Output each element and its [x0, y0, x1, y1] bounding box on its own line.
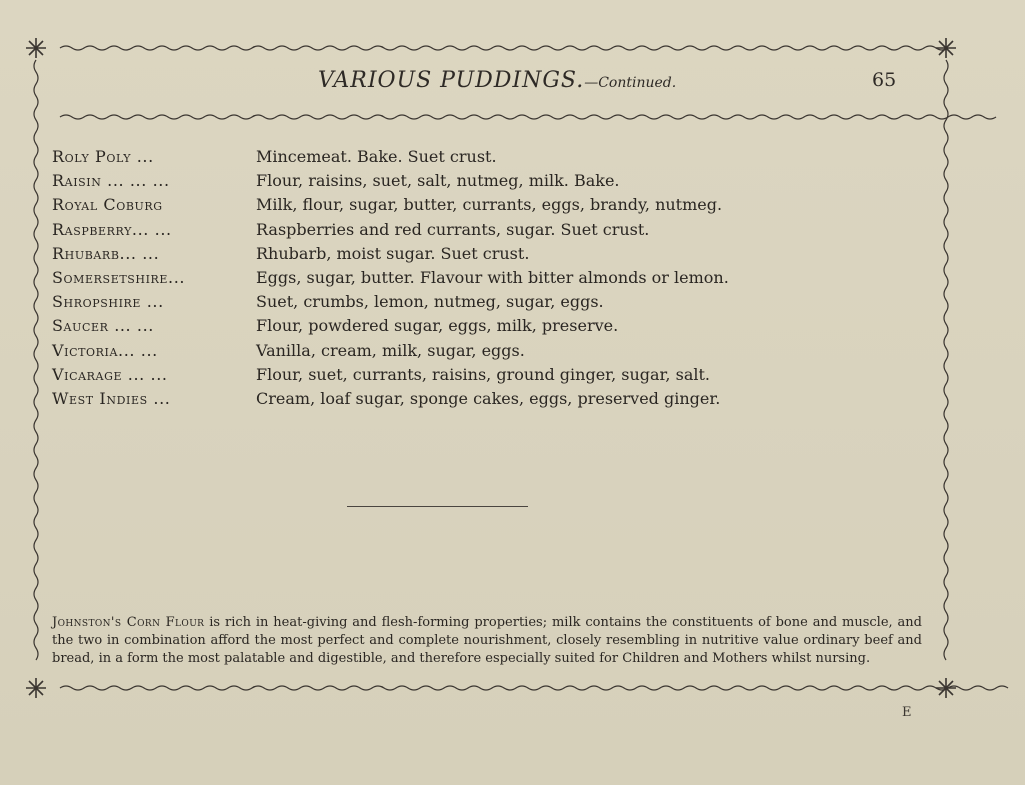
page-title-main: VARIOUS PUDDINGS.: [318, 68, 585, 93]
recipe-row: [52, 193, 932, 217]
page-header: [0, 68, 1025, 98]
recipe-name: Vicarage ... ...: [52, 364, 168, 384]
recipe-name: Royal Coburg: [52, 195, 163, 215]
recipe-row: [52, 290, 932, 314]
recipe-name: Raspberry... ...: [52, 219, 172, 239]
page-number: 65: [872, 69, 897, 91]
recipe-name: Rhubarb... ...: [52, 243, 160, 263]
printer-signature-mark: E: [902, 705, 912, 720]
recipe-ingredients: Flour, suet, currants, raisins, ground ginger, sugar, salt.: [256, 364, 710, 384]
top-wavy-rule: [60, 46, 948, 50]
recipe-ingredients: Vanilla, cream, milk, sugar, eggs.: [256, 340, 525, 360]
recipe-ingredients: Mincemeat. Bake. Suet crust.: [256, 147, 497, 166]
recipe-name: West Indies ...: [52, 388, 171, 408]
corner-ornament-top-left: [26, 38, 46, 58]
corner-ornament-bottom-right: [936, 678, 956, 698]
section-divider: [347, 506, 528, 507]
recipe-row: [52, 266, 932, 290]
corner-ornament-bottom-left: [26, 678, 46, 698]
recipe-row: [52, 218, 932, 242]
recipe-name: Victoria... ...: [52, 340, 158, 360]
bottom-wavy-rule: [60, 686, 1008, 690]
recipe-name: Somersetshire...: [52, 267, 186, 287]
recipe-ingredients: Rhubarb, moist sugar. Suet crust.: [256, 243, 530, 263]
recipe-row: [52, 339, 932, 363]
recipe-name: Saucer ... ...: [52, 316, 154, 336]
header-wavy-rule: [60, 115, 996, 119]
page-title-continued: —Continued.: [584, 75, 677, 91]
recipe-ingredients: Flour, raisins, suet, salt, nutmeg, milk. Bake.: [256, 171, 620, 191]
recipe-row: [52, 169, 932, 193]
recipe-name: Shropshire ...: [52, 292, 164, 312]
advertisement-paragraph: [52, 614, 922, 668]
recipe-ingredients: Flour, powdered sugar, eggs, milk, preserve.: [256, 316, 619, 336]
recipe-name: Roly Poly ...: [52, 147, 154, 166]
corner-ornament-top-right: [936, 38, 956, 58]
recipe-ingredients: Eggs, sugar, butter. Flavour with bitter almonds or lemon.: [256, 267, 729, 287]
page-title: [318, 68, 676, 93]
recipe-name: Raisin ... ... ...: [52, 171, 170, 191]
recipe-row: [52, 363, 932, 387]
left-wavy-rule: [34, 60, 38, 660]
recipe-ingredients: Milk, flour, sugar, butter, currants, eggs, brandy, nutmeg.: [256, 195, 723, 215]
recipe-row: [52, 145, 932, 169]
recipe-ingredients: Suet, crumbs, lemon, nutmeg, sugar, eggs.: [256, 292, 604, 312]
recipe-row: [52, 314, 932, 338]
recipe-ingredients: Cream, loaf sugar, sponge cakes, eggs, preserved ginger.: [256, 388, 721, 408]
recipe-row: [52, 242, 932, 266]
right-wavy-rule: [944, 60, 948, 660]
recipe-ingredients: Raspberries and red currants, sugar. Suet crust.: [256, 219, 650, 239]
recipe-list: [52, 145, 932, 411]
advertisement-lead: Johnston's Corn Flour: [52, 615, 205, 630]
advertisement-text: is rich in heat-giving and flesh-forming properties; milk contains the constituents of bone and muscle, and the two in combination afford the most perfect and complete nourishment, closely resembling in nutritive value ordinary beef and bread, in a form the most palatable and digestible, and therefore especially suited for Children and Mothers whilst nursing.: [52, 615, 923, 666]
recipe-row: [52, 387, 932, 411]
